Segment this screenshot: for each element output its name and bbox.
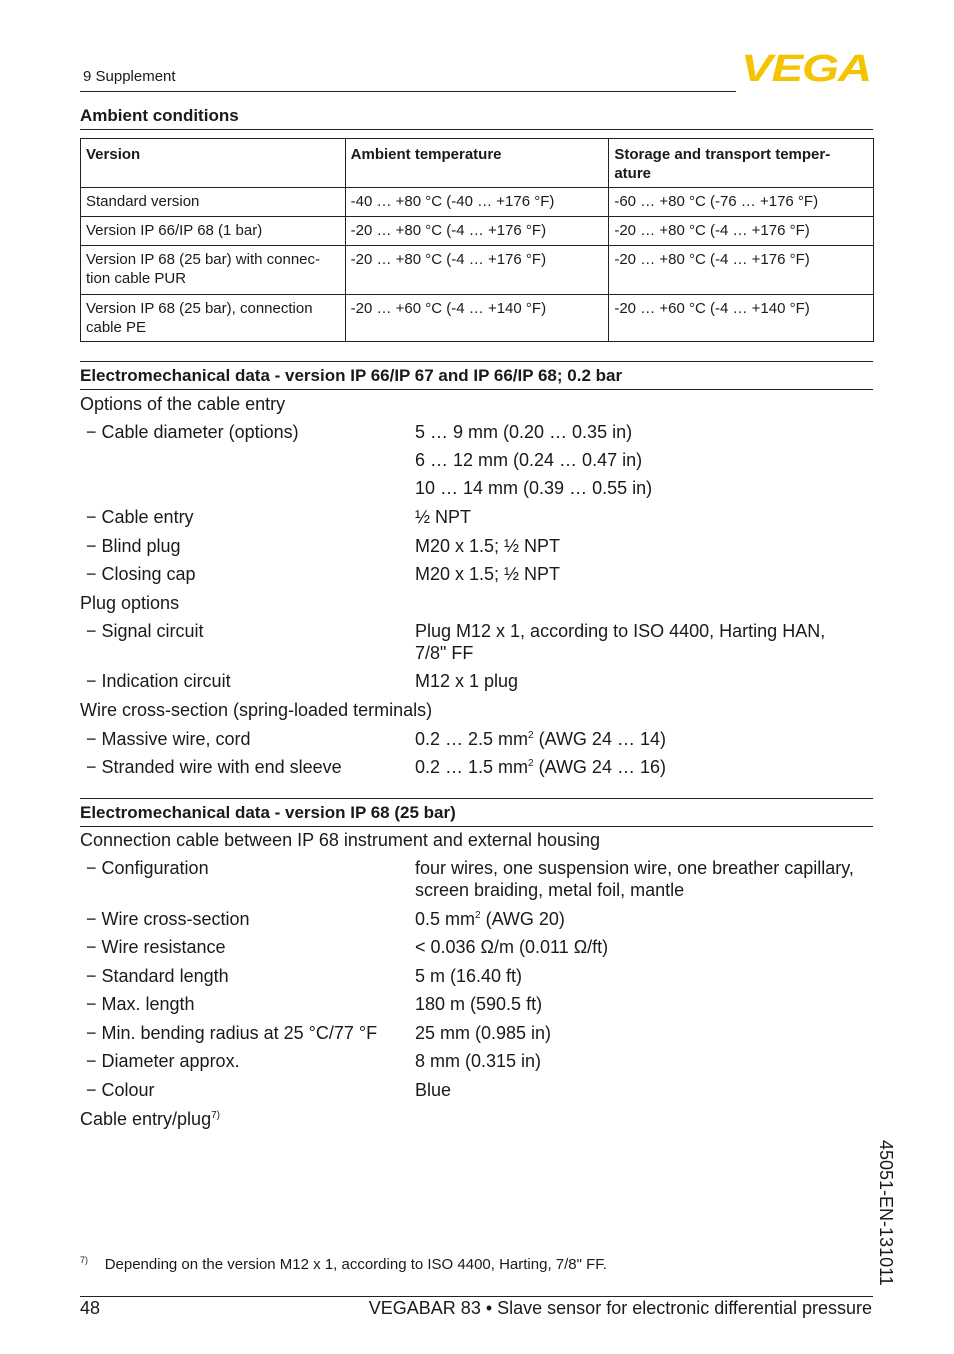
cable-entry-plug: Cable entry/plug$^{7)}$ [80, 1109, 220, 1129]
footer-rule [80, 1296, 873, 1297]
table-row [81, 246, 874, 295]
cable-entry-value: ½ NPT [415, 507, 472, 527]
header-rule [80, 91, 736, 92]
section-rule [80, 389, 873, 390]
min-bending-label: − Min. bending radius at 25 °C/77 °F [86, 1023, 378, 1043]
standard-length-value: 5 m (16.40 ft) [415, 966, 523, 986]
table-cell: Standard version [81, 188, 346, 217]
closing-cap-value: M20 x 1.5; ½ NPT [415, 564, 561, 584]
max-length-value: 180 m (590.5 ft) [415, 994, 543, 1014]
cable-entry-options: Options of the cable entry [80, 394, 286, 414]
table-row [81, 295, 874, 342]
plug-options: Plug options [80, 593, 180, 613]
blind-plug-label: − Blind plug [86, 536, 181, 556]
electro1-title: Electromechanical data - version IP 66/IP 67 and IP 66/IP 68; 0.2 bar [80, 366, 623, 385]
blind-plug-value: M20 x 1.5; ½ NPT [415, 536, 561, 556]
cable-diameter-value: 10 … 14 mm (0.39 … 0.55 in) [415, 478, 653, 498]
table-cell: -20 … +80 °C (-4 … +176 °F) [345, 217, 609, 246]
indication-circuit-label: − Indication circuit [86, 671, 231, 691]
cable-entry-label: − Cable entry [86, 507, 194, 527]
colour-label: − Colour [86, 1080, 155, 1100]
footnote [80, 1256, 607, 1273]
table-cell: -20 … +80 °C (-4 … +176 °F) [609, 217, 874, 246]
table-cell: -20 … +60 °C (-4 … +140 °F) [609, 295, 874, 342]
svg-text:VEGA: VEGA [741, 52, 871, 84]
table-row [81, 188, 874, 217]
configuration-label: − Configuration [86, 858, 209, 878]
footnote-ref[interactable]: 7) [211, 1110, 220, 1121]
column-header: Storage and transport temper- ature [609, 139, 874, 188]
colour-value: Blue [415, 1080, 452, 1100]
standard-length-label: − Standard length [86, 966, 229, 986]
table-cell: -20 … +80 °C (-4 … +176 °F) [609, 246, 874, 295]
connection-cable: Connection cable between IP 68 instrument and external housing [80, 830, 601, 850]
table-cell: Version IP 68 (25 bar), connection cable PE [81, 295, 346, 342]
section-rule [80, 798, 873, 799]
stranded-wire-value: 0.2 … 1.5 $mm^2$ (AWG 24 … 16) [415, 757, 666, 777]
table-row [81, 217, 874, 246]
vega-logo [741, 52, 873, 84]
table-cell: -20 … +60 °C (-4 … +140 °F) [345, 295, 609, 342]
signal-circuit-label: − Signal circuit [86, 621, 204, 641]
indication-circuit-value: M12 x 1 plug [415, 671, 519, 691]
signal-circuit-value: Plug M12 x 1, according to ISO 4400, Harting HAN, 7/8" FF [415, 621, 826, 663]
document-id: 45051-EN-131011 [876, 1140, 896, 1286]
configuration-value: four wires, one suspension wire, one breather capillary, screen braiding, metal foil, mantle [415, 858, 854, 900]
massive-wire-value: 0.2 … 2.5 $mm^2$ (AWG 24 … 14) [415, 729, 666, 749]
document-title: VEGABAR 83 • Slave sensor for electronic differential pressure [368, 1298, 872, 1318]
cable-diameter-value: 6 … 12 mm (0.24 … 0.47 in) [415, 450, 643, 470]
diameter-label: − Diameter approx. [86, 1051, 240, 1071]
section-rule [80, 361, 873, 362]
ambient-table [80, 138, 874, 342]
cable-diameter-label: − Cable diameter (options) [86, 422, 299, 442]
ambient-title: Ambient conditions [80, 106, 239, 125]
closing-cap-label: − Closing cap [86, 564, 196, 584]
diameter-value: 8 mm (0.315 in) [415, 1051, 542, 1071]
table-cell: -60 … +80 °C (-76 … +176 °F) [609, 188, 874, 217]
wire-cross-section-label: − Wire cross-section [86, 909, 250, 929]
stranded-wire-label: − Stranded wire with end sleeve [86, 757, 342, 777]
table-cell: Version IP 68 (25 bar) with connec- tion cable PUR [81, 246, 346, 295]
footnote-marker: 7) [80, 1255, 89, 1265]
massive-wire-label: − Massive wire, cord [86, 729, 251, 749]
electro2-title: Electromechanical data - version IP 68 (25 bar) [80, 803, 456, 822]
section-rule [80, 129, 873, 130]
wire-resistance-value: < 0.036 Ω/m (0.011 Ω/ft) [415, 937, 609, 957]
wire-cross-section-value: 0.5 $mm^2$ (AWG 20) [415, 909, 565, 929]
cable-diameter-value: 5 … 9 mm (0.20 … 0.35 in) [415, 422, 633, 442]
table-cell: -40 … +80 °C (-40 … +176 °F) [345, 188, 609, 217]
max-length-label: − Max. length [86, 994, 195, 1014]
page-number: 48 [80, 1298, 101, 1318]
column-header: Ambient temperature [345, 139, 609, 188]
wire-cross-section: Wire cross-section (spring-loaded terminals) [80, 700, 433, 720]
column-header: Version [81, 139, 346, 188]
table-cell: -20 … +80 °C (-4 … +176 °F) [345, 246, 609, 295]
table-cell: Version IP 66/IP 68 (1 bar) [81, 217, 346, 246]
wire-resistance-label: − Wire resistance [86, 937, 226, 957]
min-bending-value: 25 mm (0.985 in) [415, 1023, 552, 1043]
footnote-text: Depending on the version M12 x 1, according to ISO 4400, Harting, 7/8" FF. [104, 1256, 607, 1273]
section-rule [80, 826, 873, 827]
section-header: 9 Supplement [83, 68, 176, 85]
